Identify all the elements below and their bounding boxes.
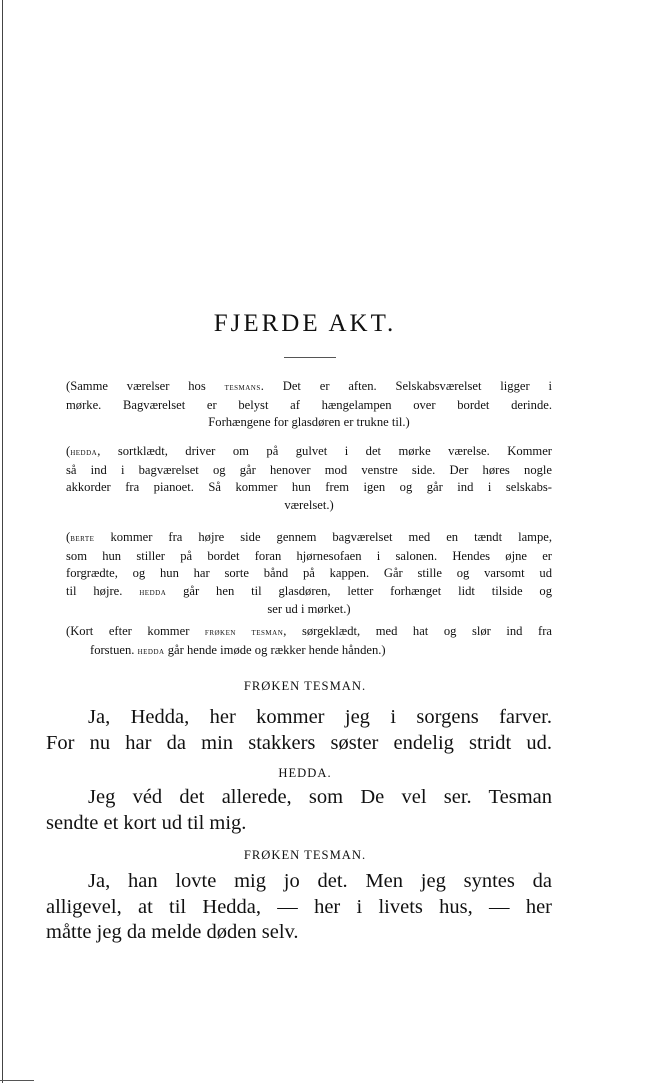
scan-mark [0,1080,34,1081]
direction-text: kommer fra højre side gennem bagværelset med en tændt lampe, [94,530,552,544]
speaker-name: FRØKEN TESMAN. [243,679,367,693]
direction-line [66,443,552,462]
dialogue-line: alligevel, at til Hedda, — her i livets hus, — her [46,895,552,918]
character-name: hedda [70,446,98,458]
dialogue [46,869,552,946]
dialogue-line: Ja, han lovte mig jo det. Men jeg syntes da [88,870,552,892]
direction-text: Forhængene for glasdøren er trukne til.) [208,415,410,429]
direction-line [66,414,552,432]
direction-text: ( [66,444,71,458]
direction-text: mørke. Bagværelset er belyst af hængelampen over bordet derinde. [66,397,552,412]
direction-text: , sortklædt, driver om på gulvet i det mørke værelse. Kommer [97,444,552,458]
stage-direction [66,529,552,619]
direction-line [66,529,552,548]
direction-text: forgrædte, og hun har sorte bånd på kappen. Går stille og varsomt ud [66,566,552,580]
direction-text: , sørgeklædt, med hat og slør ind fra [283,624,552,638]
title-divider [284,357,336,358]
dialogue-line: måtte jeg da melde døden selv. [46,921,299,943]
direction-text: til højre. [66,583,140,598]
direction-line [66,623,552,642]
dialogue-line: For nu har da min stakkers søster endelig stridt ud. [46,731,552,754]
direction-text: . Det er aften. Selskabsværelset ligger i [260,379,552,393]
dialogue-line: Ja, Hedda, her kommer jeg i sorgens farver. [88,706,552,728]
direction-line [66,378,552,397]
direction-text: så ind i bagværelset og går henover mod venstre side. Der høres nogle [66,462,552,477]
direction-text: går hende imøde og rækker hende hånden.) [164,642,386,657]
stage-direction [66,378,552,432]
act-title: FJERDE AKT. [213,310,397,337]
direction-text: værelset.) [284,497,334,512]
speaker-name: HEDDA. [278,766,332,780]
direction-line [66,565,552,583]
direction-line [66,479,552,497]
direction-line [66,497,552,515]
direction-text: går hen til glasdøren, letter forhænget lidt tilside og [166,583,552,598]
character-name: tesmans [224,381,261,393]
character-name: hedda [139,585,167,598]
direction-text: forstuen. [90,642,138,657]
direction-line [66,397,552,415]
direction-text: (Samme værelser hos [66,379,225,393]
direction-line [66,548,552,566]
direction-line [66,642,552,661]
direction-text: som hun stiller på bordet foran hjørnesofaen i salonen. Hendes øjne er [66,548,552,563]
stage-direction [66,443,552,514]
dialogue-line: sendte et kort ud til mig. [46,811,247,834]
direction-text: (Kort efter kommer [66,624,205,638]
page-edge [2,0,3,1083]
character-name: hedda [137,644,165,657]
direction-line [66,462,552,480]
dialogue [46,705,552,756]
stage-direction [66,623,552,660]
character-name: berte [70,532,95,544]
character-name: frøken tesman [204,626,284,638]
direction-line [66,583,552,602]
direction-text: ser ud i mørket.) [267,602,351,616]
dialogue [46,785,552,836]
direction-text: akkorder fra pianoet. Så kommer hun frem igen og går ind i selskabs- [66,480,552,494]
dialogue-line: Jeg véd det allerede, som De vel ser. Tesman [88,786,552,808]
speaker-name: FRØKEN TESMAN. [243,848,367,862]
direction-text: ( [66,530,71,544]
direction-line [66,601,552,619]
